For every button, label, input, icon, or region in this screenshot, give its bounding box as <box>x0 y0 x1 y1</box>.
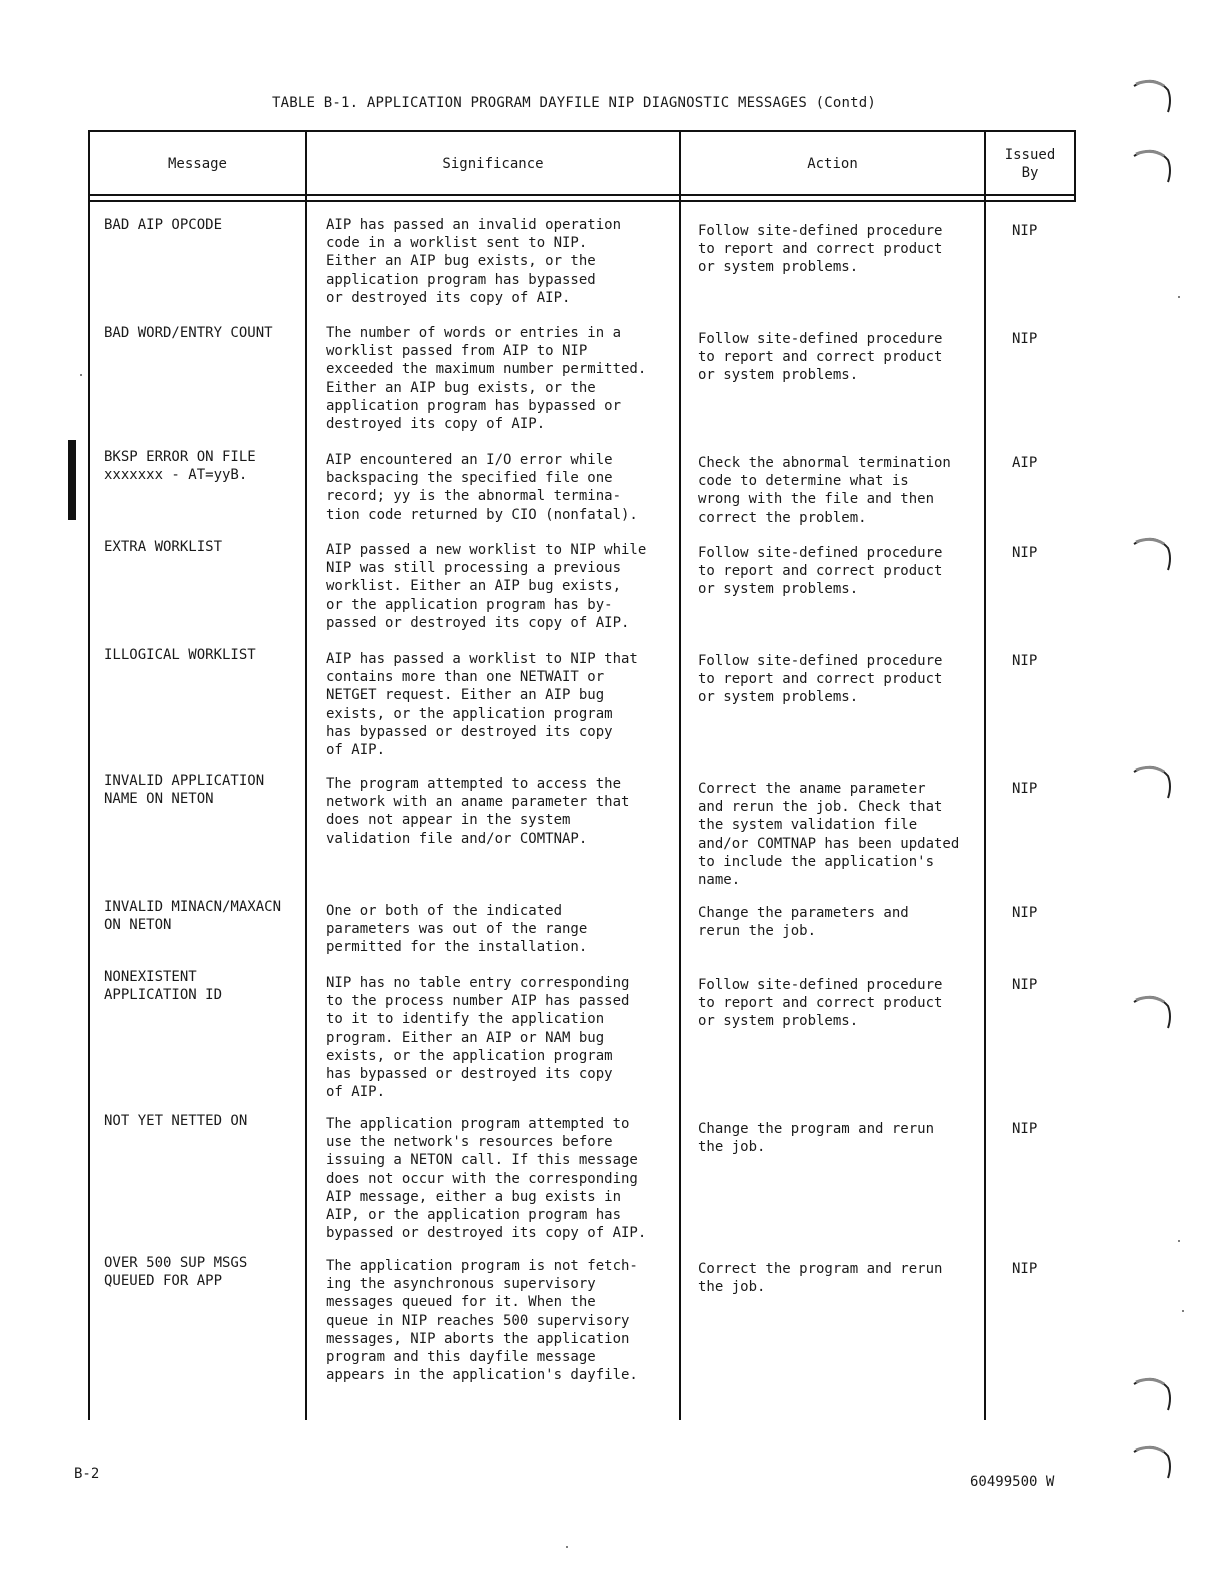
significance-cell: AIP passed a new worklist to NIP while NIP was still processing a previous worklist. Either an AIP bug exists, or the application program has by- passed or destroyed its copy of AIP. <box>326 542 647 631</box>
scan-speck <box>1182 1310 1184 1312</box>
issued-by-cell: AIP <box>1012 455 1038 471</box>
significance-cell: The program attempted to access the network with an aname parameter that does not appear in the system validation file and/or COMTNAP. <box>326 776 630 847</box>
message-cell: ILLOGICAL WORKLIST <box>104 647 256 663</box>
diagnostic-table <box>88 130 1076 1420</box>
revision-bar <box>68 440 76 520</box>
issued-by-cell: NIP <box>1012 977 1038 993</box>
issued-by-cell: NIP <box>1012 331 1038 347</box>
significance-cell: AIP has passed a worklist to NIP that contains more than one NETWAIT or NETGET request. Either an AIP bug exists, or the application program has bypassed or destroyed its copy of AIP. <box>326 651 638 759</box>
issued-by-cell: NIP <box>1012 781 1038 797</box>
issued-by-cell: NIP <box>1012 1261 1038 1277</box>
scan-speck <box>1178 1240 1180 1242</box>
message-cell: INVALID APPLICATION NAME ON NETON <box>104 773 265 808</box>
punch-hole-mark-icon <box>1130 988 1174 1032</box>
header-action: Action <box>807 156 858 172</box>
punch-hole-mark-icon <box>1130 1438 1174 1482</box>
message-cell: NONEXISTENT APPLICATION ID <box>104 969 223 1004</box>
header-issued-line2: By <box>1021 165 1039 181</box>
action-cell: Change the parameters and rerun the job. <box>698 905 909 940</box>
header-issued-line1: Issued <box>1004 147 1056 163</box>
punch-hole-mark-icon <box>1130 1370 1174 1414</box>
header-significance: Significance <box>442 156 544 172</box>
message-cell: BKSP ERROR ON FILE xxxxxxx - AT=yyB. <box>104 449 256 484</box>
significance-cell: AIP has passed an invalid operation code in a worklist sent to NIP. Either an AIP bug exists, or the application program has bypassed or destroyed its copy of AIP. <box>326 217 622 306</box>
scan-speck <box>566 1546 568 1548</box>
action-cell: Correct the aname parameter and rerun the job. Check that the system validation file and/or COMTNAP has been updated to include the application's name. <box>698 781 960 889</box>
action-cell: Check the abnormal termination code to determine what is wrong with the file and then correct the problem. <box>698 455 951 526</box>
message-cell: NOT YET NETTED ON <box>104 1113 248 1129</box>
action-cell: Change the program and rerun the job. <box>698 1121 935 1156</box>
column-divider-right <box>1074 130 1076 200</box>
issued-by-cell: NIP <box>1012 545 1038 561</box>
issued-by-cell: NIP <box>1012 653 1038 669</box>
issued-by-cell: NIP <box>1012 1121 1038 1137</box>
punch-hole-mark-icon <box>1130 530 1174 574</box>
table-title: TABLE B-1. APPLICATION PROGRAM DAYFILE NIP DIAGNOSTIC MESSAGES (Contd) <box>272 95 877 111</box>
punch-hole-mark-icon <box>1130 758 1174 802</box>
message-cell: OVER 500 SUP MSGS QUEUED FOR APP <box>104 1255 248 1290</box>
message-cell: BAD AIP OPCODE <box>104 217 223 233</box>
significance-cell: The application program attempted to use the network's resources before issuing a NETON call. If this message does not occur with the corresponding AIP message, either a bug exists in AIP, or the application program has bypassed or destroyed its copy of AIP. <box>326 1116 647 1242</box>
action-cell: Follow site-defined procedure to report and correct product or system problems. <box>698 223 943 276</box>
column-divider-3 <box>984 130 986 1420</box>
action-cell: Correct the program and rerun the job. <box>698 1261 943 1296</box>
action-cell: Follow site-defined procedure to report and correct product or system problems. <box>698 653 943 706</box>
significance-cell: The number of words or entries in a worklist passed from AIP to NIP exceeded the maximum number permitted. Either an AIP bug exists, or the application program has bypassed or destroyed its copy of AIP. <box>326 325 647 433</box>
header-message: Message <box>167 156 227 172</box>
action-cell: Follow site-defined procedure to report and correct product or system problems. <box>698 977 943 1030</box>
punch-hole-mark-icon <box>1130 142 1174 186</box>
significance-cell: One or both of the indicated parameters was out of the range permitted for the installation. <box>326 903 588 956</box>
action-cell: Follow site-defined procedure to report and correct product or system problems. <box>698 331 943 384</box>
header-issued-by <box>986 130 1074 198</box>
issued-by-cell: NIP <box>1012 223 1038 239</box>
scan-speck <box>1178 296 1180 298</box>
column-divider-1 <box>305 130 307 1420</box>
message-cell: BAD WORD/ENTRY COUNT <box>104 325 273 341</box>
document-number: 60499500 W <box>970 1474 1055 1490</box>
significance-cell: AIP encountered an I/O error while backspacing the specified file one record; yy is the abnormal termina- tion code returned by CIO (nonfatal). <box>326 452 638 523</box>
scan-speck <box>80 374 82 376</box>
punch-hole-mark-icon <box>1130 72 1174 116</box>
column-divider-left <box>88 130 90 1420</box>
issued-by-cell: NIP <box>1012 905 1038 921</box>
significance-cell: NIP has no table entry corresponding to the process number AIP has passed to it to identify the application program. Either an AIP or NAM bug exists, or the application program has bypassed or destroyed its copy of AIP. <box>326 975 630 1101</box>
column-divider-2 <box>679 130 681 1420</box>
page-number: B-2 <box>74 1466 100 1482</box>
action-cell: Follow site-defined procedure to report and correct product or system problems. <box>698 545 943 598</box>
header-bottom-rule-2 <box>88 200 1076 202</box>
message-cell: EXTRA WORKLIST <box>104 539 223 555</box>
message-cell: INVALID MINACN/MAXACN ON NETON <box>104 899 282 934</box>
significance-cell: The application program is not fetch- ing the asynchronous supervisory messages queued for it. When the queue in NIP reaches 500 supervisory messages, NIP aborts the application program and this dayfile message appears in the application's dayfile. <box>326 1258 638 1384</box>
